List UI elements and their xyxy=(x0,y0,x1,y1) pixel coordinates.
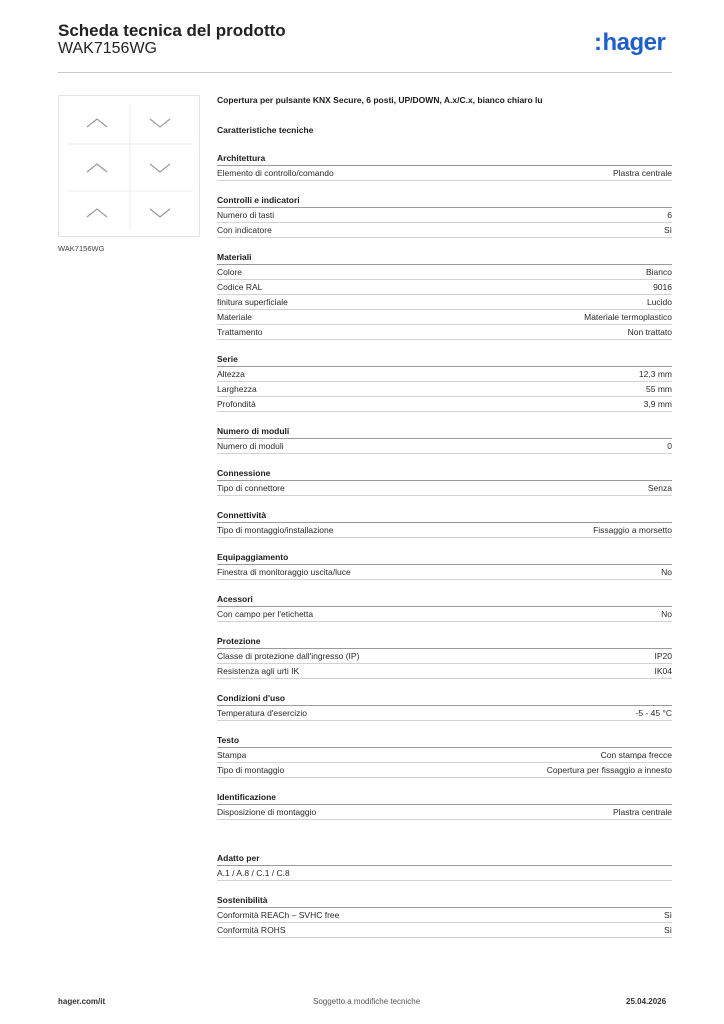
spec-label: Altezza xyxy=(217,369,245,379)
spec-row xyxy=(217,664,672,679)
section-heading: Materiali xyxy=(217,250,672,265)
product-image xyxy=(58,95,200,237)
spec-value: No xyxy=(661,567,672,577)
spec-value: No xyxy=(661,609,672,619)
spec-section xyxy=(217,592,672,622)
header-divider xyxy=(58,72,672,73)
section-heading: Acessori xyxy=(217,592,672,607)
spec-section xyxy=(217,733,672,778)
section-heading: Equipaggiamento xyxy=(217,550,672,565)
spec-value: 9016 xyxy=(653,282,672,292)
spec-label: A.1 / A.8 / C.1 / C.8 xyxy=(217,868,290,878)
spec-value: 55 mm xyxy=(646,384,672,394)
spec-label: Elemento di controllo/comando xyxy=(217,168,334,178)
spec-label: Numero di moduli xyxy=(217,441,284,451)
push-button-cover-drawing xyxy=(59,96,201,238)
spec-value: Sì xyxy=(663,225,672,235)
section-heading: Serie xyxy=(217,352,672,367)
spec-value: Plastra centrale xyxy=(612,168,672,178)
spec-label: Materiale xyxy=(217,312,252,322)
spec-section xyxy=(217,550,672,580)
section-heading: Connettività xyxy=(217,508,672,523)
spec-row xyxy=(217,523,672,538)
spec-value: 0 xyxy=(667,441,672,451)
spec-row xyxy=(217,382,672,397)
spec-section xyxy=(217,466,672,496)
section-heading: Adatto per xyxy=(217,851,672,866)
spec-label: Stampa xyxy=(217,750,247,760)
spec-row xyxy=(217,223,672,238)
spec-label: Tipo di connettore xyxy=(217,483,285,493)
spec-section xyxy=(217,893,672,938)
spec-label: Codice RAL xyxy=(217,282,263,292)
spec-row xyxy=(217,908,672,923)
spec-value: Fissaggio a morsetto xyxy=(593,525,672,535)
section-heading: Numero di moduli xyxy=(217,424,672,439)
extra-sections xyxy=(217,851,672,938)
spec-label: Con campo per l'etichetta xyxy=(217,609,314,619)
spec-row xyxy=(217,565,672,580)
spec-section xyxy=(217,250,672,340)
spec-value: -5 - 45 °C xyxy=(635,708,672,718)
down-arrow-icon xyxy=(150,164,170,172)
spec-section xyxy=(217,851,672,881)
spec-row xyxy=(217,439,672,454)
spec-label: Conformità REACh – SVHC free xyxy=(217,910,340,920)
spec-value: 12,3 mm xyxy=(638,369,672,379)
section-spacer xyxy=(217,820,672,839)
spec-label: Conformità ROHS xyxy=(217,925,286,935)
spec-section xyxy=(217,691,672,721)
spec-value: Sì xyxy=(663,910,672,920)
spec-section xyxy=(217,508,672,538)
spec-value: 3,9 mm xyxy=(643,399,672,409)
product-description: Copertura per pulsante KNX Secure, 6 posti, UP/DOWN, A.x/C.x, bianco chiaro lu xyxy=(217,95,543,105)
product-code: WAK7156WG xyxy=(58,40,157,57)
spec-row xyxy=(217,923,672,938)
spec-label: Finestra di monitoraggio uscita/luce xyxy=(217,567,351,577)
spec-value: IP20 xyxy=(654,651,672,661)
spec-row xyxy=(217,866,672,881)
spec-row xyxy=(217,748,672,763)
spec-row xyxy=(217,706,672,721)
spec-row xyxy=(217,397,672,412)
spec-sheet xyxy=(217,91,672,938)
spec-value: Bianco xyxy=(646,267,672,277)
spec-label: Con indicatore xyxy=(217,225,272,235)
section-heading: Identificazione xyxy=(217,790,672,805)
footer-website[interactable]: hager.com/it xyxy=(58,997,106,1006)
section-heading: Connessione xyxy=(217,466,672,481)
down-arrow-icon xyxy=(150,119,170,127)
spec-row xyxy=(217,166,672,181)
spec-row xyxy=(217,325,672,340)
spec-row xyxy=(217,280,672,295)
spec-value: Copertura per fissaggio a innesto xyxy=(546,765,672,775)
spec-row xyxy=(217,208,672,223)
spec-value: Con stampa frecce xyxy=(600,750,672,760)
spec-value: IK04 xyxy=(654,666,672,676)
spec-label: Colore xyxy=(217,267,243,277)
spec-sections xyxy=(217,151,672,820)
spec-label: Disposizione di montaggio xyxy=(217,807,317,817)
spec-label: Profondità xyxy=(217,399,256,409)
spec-label: Resistenza agli urti IK xyxy=(217,666,300,676)
spec-row xyxy=(217,763,672,778)
spec-row xyxy=(217,367,672,382)
image-caption: WAK7156WG xyxy=(58,244,105,253)
spec-value: Plastra centrale xyxy=(612,807,672,817)
page-title: Scheda tecnica del prodotto xyxy=(58,21,286,40)
footer-note: Soggetto a modifiche tecniche xyxy=(313,997,421,1006)
spec-value: Lucido xyxy=(646,297,672,307)
down-arrow-icon xyxy=(150,209,170,217)
spec-value: 6 xyxy=(667,210,672,220)
spec-row xyxy=(217,310,672,325)
spec-section xyxy=(217,352,672,412)
spec-section xyxy=(217,193,672,238)
spec-label: Larghezza xyxy=(217,384,257,394)
spec-value: Materiale termoplastico xyxy=(584,312,672,322)
spec-label: finitura superficiale xyxy=(217,297,288,307)
spec-value: Sì xyxy=(663,925,672,935)
spec-label: Numero di tasti xyxy=(217,210,275,220)
spec-row xyxy=(217,607,672,622)
characteristics-heading: Caratteristiche tecniche xyxy=(217,125,314,135)
footer-date: 25.04.2026 xyxy=(626,997,667,1006)
spec-section xyxy=(217,424,672,454)
section-heading: Testo xyxy=(217,733,672,748)
spec-section xyxy=(217,151,672,181)
section-heading: Architettura xyxy=(217,151,672,166)
section-heading: Protezione xyxy=(217,634,672,649)
spec-section xyxy=(217,634,672,679)
spec-row xyxy=(217,295,672,310)
section-heading: Sostenibilità xyxy=(217,893,672,908)
spec-row xyxy=(217,481,672,496)
up-arrow-icon xyxy=(87,164,107,172)
spec-row xyxy=(217,265,672,280)
logo-prefix: : xyxy=(594,29,602,56)
logo-text: hager xyxy=(602,29,666,56)
spec-value: Senza xyxy=(647,483,672,493)
spec-label: Trattamento xyxy=(217,327,263,337)
section-heading: Condizioni d'uso xyxy=(217,691,672,706)
spec-row xyxy=(217,649,672,664)
spec-value: Non trattato xyxy=(627,327,672,337)
up-arrow-icon xyxy=(87,209,107,217)
spec-label: Tipo di montaggio/installazione xyxy=(217,525,334,535)
hager-logo[interactable] xyxy=(594,29,665,57)
section-heading: Controlli e indicatori xyxy=(217,193,672,208)
spec-label: Temperatura d'esercizio xyxy=(217,708,307,718)
spec-label: Classe di protezione dall'ingresso (IP) xyxy=(217,651,360,661)
spec-row xyxy=(217,805,672,820)
spec-section xyxy=(217,790,672,820)
up-arrow-icon xyxy=(87,119,107,127)
spec-label: Tipo di montaggio xyxy=(217,765,285,775)
